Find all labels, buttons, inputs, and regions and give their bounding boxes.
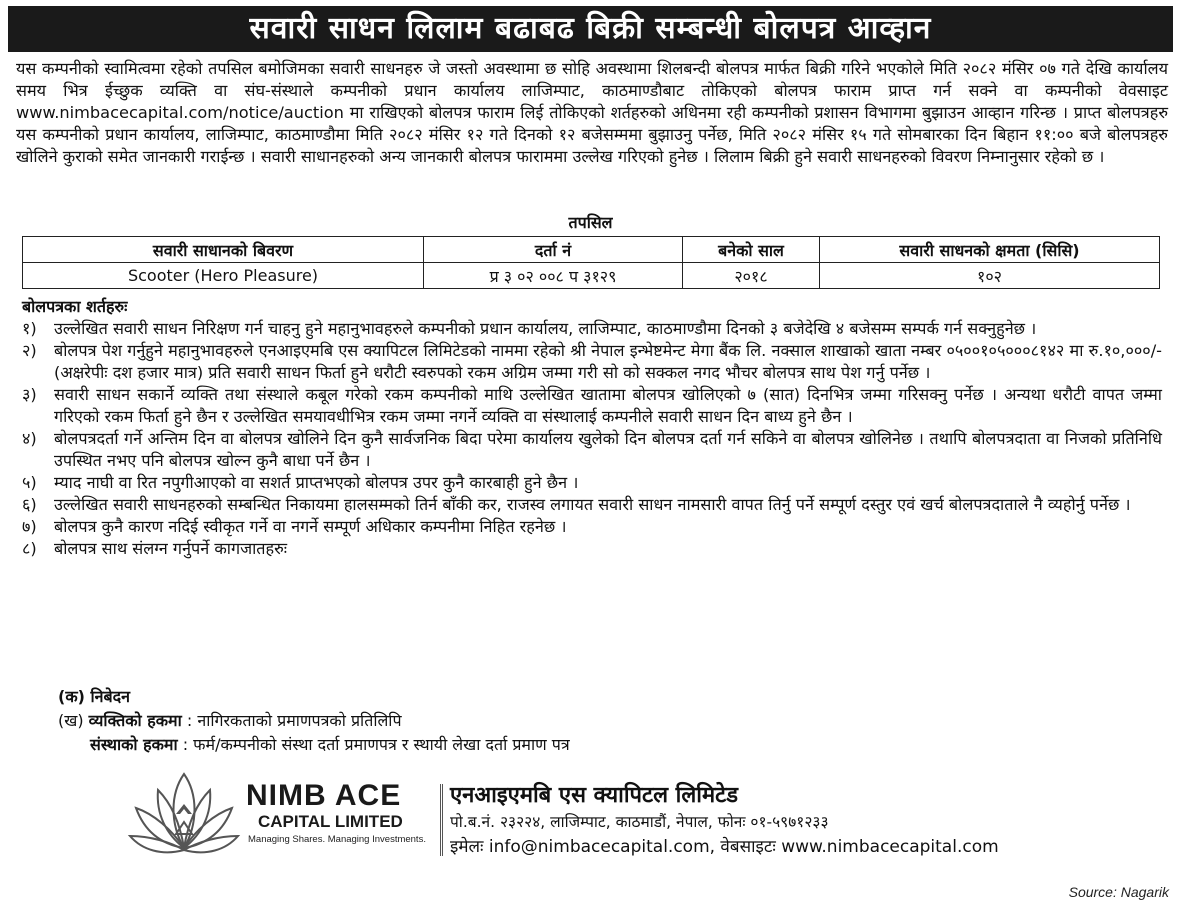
- company-contact: इमेलः info@nimbacecapital.com, वेबसाइटः www.nimbacecapital.com: [450, 837, 999, 857]
- list-item: [22, 318, 1162, 340]
- intro-paragraph: यस कम्पनीको स्वामित्वमा रहेको तपसिल बमोजिमका सवारी साधनहरु जे जस्तो अवस्थामा छ सोहि अवस्थामा शिलबन्दी बोलपत्र मार्फत बिक्री गरिने भएकोले मिति २०८२ मंसिर ०७ गते देखि कार्यालय समय भित्र ईच्छुक व्यक्ति वा संघ-संस्थाले कम्पनीको प्रधान कार्यालय लाजिम्पाट, काठमाण्डौबाट तोकिएको बोलपत्र फाराम प्राप्त गर्न सक्ने वा कम्पनीको वेवसाइट www.nimbacecapital.com/notice/auction मा राखिएको बोलपत्र फाराम लिई तोकिएको शर्तहरुको अधिनमा रही कम्पनीको प्रशासन विभागमा बुझाउन आव्हान गरिन्छ । प्राप्त बोलपत्रहरु यस कम्पनीको प्रधान कार्यालय, लाजिम्पाट, काठमाण्डौमा मिति २०८२ मंसिर १२ गते दिनको १२ बजेसम्ममा बुझाउनु पर्नेछ, मिति २०८२ मंसिर १५ गते सोमबारका दिन बिहान ११:०० बजे बोलपत्रहरु खोलिने कुराको समेत जानकारी गराईन्छ । सवारी साधानहरुको अन्य जानकारी बोलपत्र फाराममा उल्लेख गरिएको हुनेछ । लिलाम बिक्री हुने सवारी साधनहरुको विवरण निम्नानुसार रहेको छ ।: [16, 59, 1168, 166]
- list-item: [22, 428, 1162, 472]
- notice-title: सवारी साधन लिलाम बढाबढ बिक्री सम्बन्धी बोलपत्र आव्हान: [8, 6, 1173, 52]
- col-description: सवारी साधानको बिवरण: [23, 237, 424, 263]
- item-text: उल्लेखित सवारी साधनहरुको सम्बन्धित निकायमा हालसम्मको तिर्न बाँकी कर, राजस्व लगायत सवारी साधन नामसारी वापत तिर्नु पर्ने सम्पूर्ण दस्तुर एवं खर्च बोलपत्रदाताले नै व्यहोर्नु पर्नेछ ।: [54, 495, 1131, 514]
- col-capacity: सवारी साधनको क्षमता (सिसि): [820, 237, 1160, 263]
- cell-description: Scooter (Hero Pleasure): [23, 263, 424, 289]
- item-number: ५): [22, 473, 37, 492]
- vehicle-table: [22, 236, 1160, 289]
- item-number: ७): [22, 517, 37, 536]
- company-name: एनआइएमबि एस क्यापिटल लिमिटेड: [450, 783, 739, 808]
- attachment-b-text: : नागिरकताको प्रमाणपत्रको प्रतिलिपि: [186, 711, 402, 730]
- company-address: पो.ब.नं. २३२२४, लाजिम्पाट, काठमाडौं, नेपाल, फोनः ०१-५९७१२३३: [450, 813, 829, 831]
- item-text: म्याद नाघी वा रित नपुगीआएको वा सशर्त प्राप्तभएको बोलपत्र उपर कुनै कारबाही हुने छैन ।: [54, 473, 579, 492]
- conditions-heading: बोलपत्रका शर्तहरुः: [22, 297, 128, 316]
- logo-divider: [440, 784, 443, 856]
- list-item: [22, 538, 1162, 560]
- col-registration: दर्ता नं: [424, 237, 683, 263]
- list-item: [22, 384, 1162, 428]
- item-number: ८): [22, 539, 37, 558]
- item-text: उल्लेखित सवारी साधन निरिक्षण गर्न चाहनु हुने महानुभावहरुले कम्पनीको प्रधान कार्यालय, लाजिम्पाट, काठमाण्डौमा दिनको ३ बजेदेखि ४ बजेसम्म सम्पर्क गर्न सक्नुहुनेछ ।: [54, 319, 1037, 338]
- list-item: [22, 494, 1162, 516]
- item-text: सवारी साधन सकार्ने व्यक्ति तथा संस्थाले कबूल गरेको रकम कम्पनीको माथि उल्लेखित खातामा बोलपत्र खोलिएको ७ (सात) दिनभित्र जम्मा गरिसक्नु पर्नेछ । अन्यथा धरौटी वापत जम्मा गरिएको रकम फिर्ता हुने छैन र उल्लेखित समयावधीभित्र रकम जम्मा नगर्ने व्यक्ति वा संस्थालाई कम्पनीले सवारी साधन दिन बाध्य हुने छैन ।: [54, 385, 1162, 426]
- item-text: बोलपत्रदर्ता गर्ने अन्तिम दिन वा बोलपत्र खोलिने दिन कुनै सार्वजनिक बिदा परेमा कार्यालय खुलेको दिन बोलपत्र दर्ता गर्न सकिने वा बोलपत्र खोलिनेछ । तथापि बोलपत्रदाता वा निजको प्रतिनिधि उपस्थित नभए पनि बोलपत्र खोल्न कुनै बाधा पर्ने छैन ।: [54, 429, 1162, 470]
- attachment-organization: [90, 734, 570, 756]
- brand-name: NIMB ACE: [246, 779, 402, 812]
- cell-registration: प्र ३ ०२ ००८ प ३१२९: [424, 263, 683, 289]
- lotus-logo-icon: [126, 764, 242, 860]
- item-number: ६): [22, 495, 37, 514]
- company-block: [450, 782, 1090, 860]
- cell-year: २०१८: [683, 263, 820, 289]
- schedule-heading: तपसिल: [568, 213, 613, 232]
- item-number: १): [22, 319, 37, 338]
- item-number: ३): [22, 385, 37, 404]
- attachment-application: [58, 686, 130, 708]
- source-credit: Source: Nagarik: [1068, 884, 1169, 900]
- attachment-c-text: : फर्म/कम्पनीको संस्था दर्ता प्रमाणपत्र र स्थायी लेखा दर्ता प्रमाण पत्र: [182, 735, 570, 754]
- table-row: [23, 263, 1160, 289]
- col-year: बनेको साल: [683, 237, 820, 263]
- table-header-row: [23, 237, 1160, 263]
- attachment-b-prefix: (ख): [58, 711, 84, 730]
- item-number: २): [22, 341, 37, 360]
- cell-capacity: १०२: [820, 263, 1160, 289]
- item-number: ४): [22, 429, 37, 448]
- list-item: [22, 516, 1162, 538]
- item-text: बोलपत्र कुनै कारण नदिई स्वीकृत गर्ने वा नगर्ने सम्पूर्ण अधिकार कम्पनीमा निहित रहनेछ ।: [54, 517, 567, 536]
- conditions-list: [22, 318, 1162, 560]
- item-text: बोलपत्र साथ संलग्न गर्नुपर्ने कागजातहरुः: [54, 539, 288, 558]
- attachment-a-label: (क) निबेदन: [58, 687, 131, 706]
- attachment-c-label: संस्थाको हकमा: [90, 735, 178, 754]
- brand-tagline: Managing Shares. Managing Investments.: [248, 834, 426, 845]
- attachment-b-label: व्यक्तिको हकमा: [88, 711, 182, 730]
- brand-subtitle: CAPITAL LIMITED: [258, 812, 403, 831]
- attachment-individual: [58, 710, 402, 732]
- list-item: [22, 340, 1162, 384]
- item-text: बोलपत्र पेश गर्नुहुने महानुभावहरुले एनआइएमबि एस क्यापिटल लिमिटेडको नाममा रहेको श्री नेपाल इन्भेष्टमेन्ट मेगा बैंक लि. नक्साल शाखाको खाता नम्बर ०५००१०५०००८१४२ मा रु.१०,०००/- (अक्षरेपीः दश हजार मात्र) प्रति सवारी साधन फिर्ता हुने धरौटी स्वरुपको रकम अग्रिम जम्मा गरी सो को सक्कल नगद भौचर बोलपत्र साथ पेश गर्नु पर्नेछ ।: [54, 341, 1162, 382]
- brand-block: [246, 780, 436, 845]
- list-item: [22, 472, 1162, 494]
